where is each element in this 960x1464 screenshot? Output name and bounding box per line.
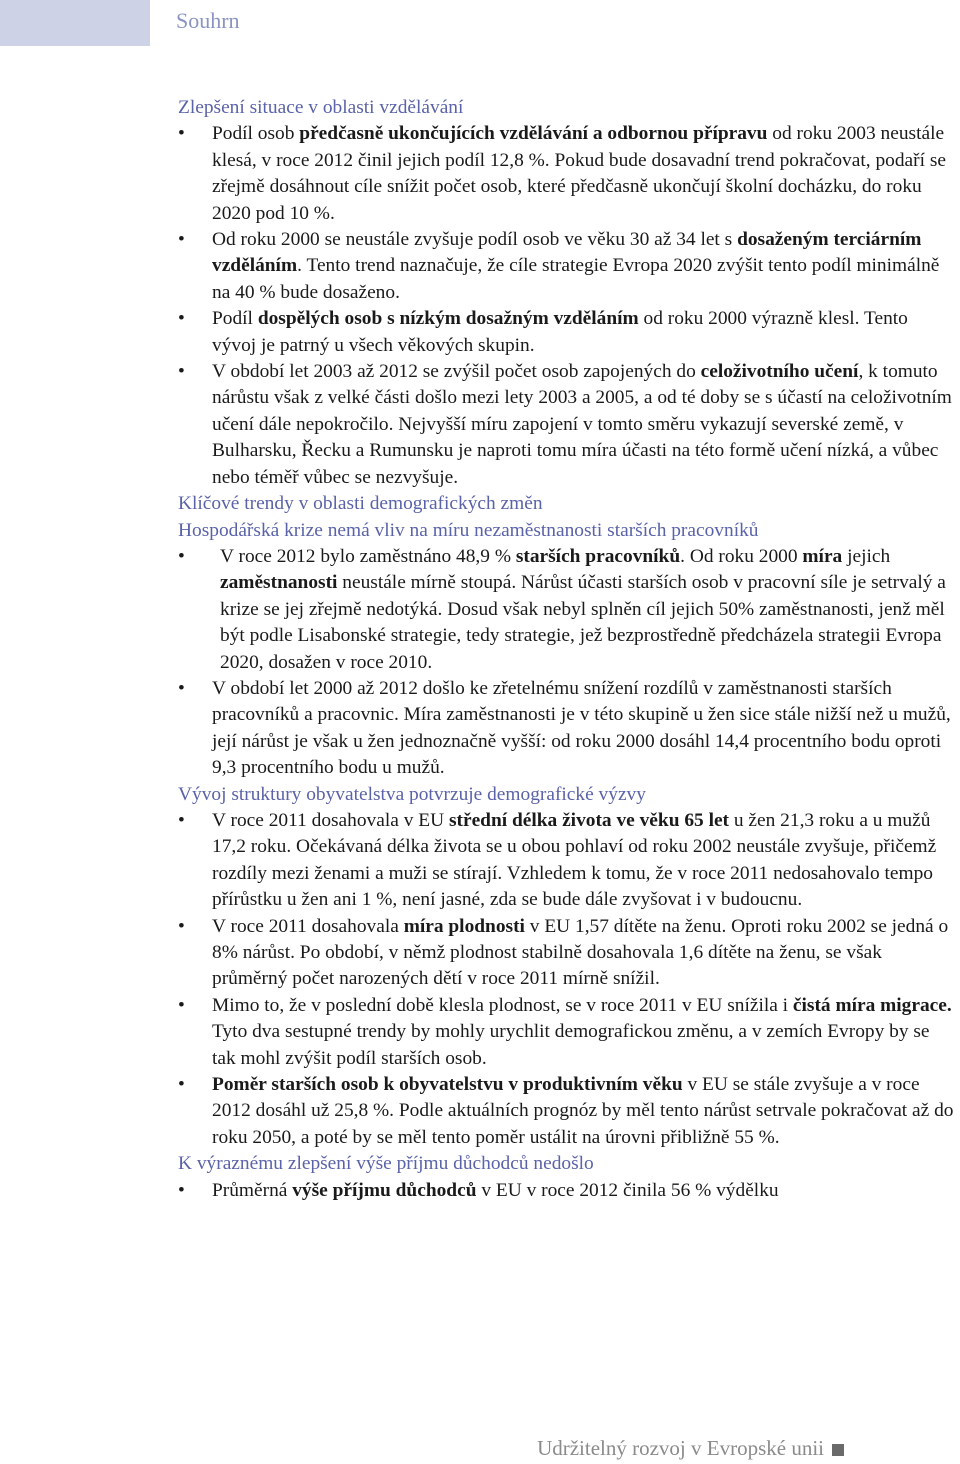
text-run: Průměrná bbox=[212, 1179, 293, 1201]
text-run: V období let 2000 až 2012 došlo ke zřetelnému snížení rozdílů v zaměstnanosti starších pracovníků a pracovnic. Míra zaměstnanosti je v této skupině u žen sice stále nižší než u mužů, její nárůst je však u žen jednoznačně vyšší: od roku 2000 dosáhl 14,4 procentního bodu oproti 9,3 procentního bodu u mužů. bbox=[212, 677, 951, 779]
text-run: v EU v roce 2012 činila 56 % výdělku bbox=[476, 1179, 779, 1201]
text-run: , k tomuto nárůstu však z velké části došlo mezi lety 2003 a 2005, a od té doby se s účastí na celoživotním učení dále nepokročilo. Nejvyšší míru zapojení v tomto směru vykazují severské země, v Bulharsku, Řecku a Rumunsku je naproti tomu míra účasti na této formě učení nízká, a vůbec nebo téměř vůbec se nezvyšuje. bbox=[212, 361, 952, 488]
section-heading: Hospodářská krize nemá vliv na míru nezaměstnanosti starších pracovníků bbox=[178, 519, 759, 541]
footer-title: Udržitelný rozvoj v Evropské unii bbox=[537, 1436, 824, 1460]
text-run: V roce 2012 bylo zaměstnáno 48,9 % bbox=[220, 545, 516, 567]
bullet-item bbox=[178, 914, 956, 993]
text-run: u žen 21,3 roku a u mužů 17,2 roku. Očekávaná délka života se u obou pohlaví od roku 2002 neustále zvyšuje, přičemž rozdíly mezi ženami a muži se stírají. Vzhledem k tomu, že v roce 2011 nedosahovalo tempo přírůstku u žen ani 1 %, není jasné, zda se bude dále zvyšovat i v budoucnu. bbox=[212, 809, 937, 911]
bullet-item bbox=[178, 121, 956, 227]
bullet-item bbox=[178, 1072, 956, 1151]
bold-text: starších pracovníků bbox=[515, 545, 681, 567]
text-run: V období let 2003 až 2012 se zvýšil počet osob zapojených do bbox=[212, 361, 701, 383]
section-heading: Klíčové trendy v oblasti demografických změn bbox=[178, 493, 543, 515]
bullet-item bbox=[178, 359, 956, 491]
text-run: v EU 1,57 dítěte na ženu. Oproti roku 2002 se jedná o 8% nárůst. Po období, v němž plodnost stabilně dosahovala 1,6 dítěte na ženu, se však průměrný počet narozených dětí v roce 2011 mírně snížil. bbox=[212, 915, 949, 990]
text-run: Podíl osob bbox=[212, 123, 300, 145]
text-run: V roce 2011 dosahovala bbox=[212, 915, 404, 937]
text-run: v EU se stále zvyšuje a v roce 2012 dosáhl už 25,8 %. Podle aktuálních prognóz by měl tento nárůst setrvale pokračovat až do roku 2050, a poté by se měl tento poměr ustálit na úrovni přibližně 55 %. bbox=[212, 1074, 954, 1148]
text-run: Podíl bbox=[212, 308, 258, 330]
text-run: jejich bbox=[842, 545, 891, 567]
bold-text: celoživotního učení bbox=[700, 361, 859, 383]
bullet-list bbox=[178, 121, 956, 491]
bullet-item bbox=[178, 544, 956, 676]
section-heading: K výraznému zlepšení výše příjmu důchodců nedošlo bbox=[178, 1153, 594, 1175]
text-run: . Tento trend naznačuje, že cíle strategie Evropa 2020 zvýšit tento podíl minimálně na 40 % bude dosaženo. bbox=[212, 255, 940, 303]
bold-text: předčasně ukončujících vzdělávání a odbornou přípravu bbox=[299, 123, 768, 145]
text-run: od roku 2000 výrazně klesl. Tento vývoj je patrný u všech věkových skupin. bbox=[212, 308, 908, 356]
text-run: Od roku 2000 se neustále zvyšuje podíl osob ve věku 30 až 34 let s bbox=[212, 229, 738, 251]
text-run: Tyto dva sestupné trendy by mohly urychlit demografickou změnu, a v zemích Evropy by se tak mohl zvýšit podíl starších osob. bbox=[212, 1021, 930, 1069]
header-tab bbox=[0, 0, 150, 46]
text-run: neustále mírně stoupá. Nárůst účasti starších osob v pracovní síle je setrvalý a krize se jej zřejmě nedotýká. Dosud však nebyl splněn cíl jejich 50% zaměstnanosti, jenž měl být podle Lisabonské strategie, tedy strategie, jež bezprostředně předcházela strategii Evropa 2020, dosažen v roce 2010. bbox=[220, 572, 946, 673]
text-run: . Od roku 2000 bbox=[680, 545, 803, 567]
bullet-list bbox=[178, 808, 956, 1151]
bullet-list bbox=[178, 1178, 956, 1204]
bullet-item bbox=[178, 1178, 956, 1204]
bold-text: dospělých osob s nízkým dosažným vzděláním bbox=[257, 308, 639, 330]
text-run: od roku 2003 neustále klesá, v roce 2012 činil jejich podíl 12,8 %. Pokud bude dosavadní trend pokračovat, podaří se zřejmě dosáhnout cíle snížit počet osob, které předčasně ukončují školní docházku, do roku 2020 pod 10 %. bbox=[212, 123, 946, 224]
bold-text: Poměr starších osob k obyvatelstvu v produktivním věku bbox=[212, 1074, 683, 1096]
bold-text: míra plodnosti bbox=[403, 915, 525, 937]
bullet-list bbox=[178, 544, 956, 782]
bold-text: dosaženým terciárním vzděláním bbox=[212, 229, 922, 277]
bullet-item bbox=[178, 993, 956, 1072]
bullet-item bbox=[178, 306, 956, 359]
text-run: V roce 2011 dosahovala v EU bbox=[212, 809, 449, 831]
bullet-item bbox=[178, 227, 956, 306]
bold-text: míra bbox=[802, 545, 843, 567]
footer-square-icon bbox=[832, 1444, 844, 1456]
document-body bbox=[178, 95, 956, 1204]
bold-text: čistá míra migrace. bbox=[792, 994, 952, 1016]
bullet-item bbox=[178, 808, 956, 914]
text-run: Mimo to, že v poslední době klesla plodnost, se v roce 2011 v EU snížila i bbox=[212, 994, 793, 1016]
section-tab-label: Souhrn bbox=[176, 8, 240, 33]
bold-text: zaměstnanosti bbox=[220, 572, 338, 594]
bullet-item bbox=[178, 676, 956, 782]
bold-text: výše příjmu důchodců bbox=[292, 1179, 477, 1201]
bold-text: střední délka života ve věku 65 let bbox=[448, 809, 730, 831]
section-heading: Zlepšení situace v oblasti vzdělávání bbox=[178, 97, 464, 118]
section-heading: Vývoj struktury obyvatelstva potvrzuje demografické výzvy bbox=[178, 783, 646, 805]
